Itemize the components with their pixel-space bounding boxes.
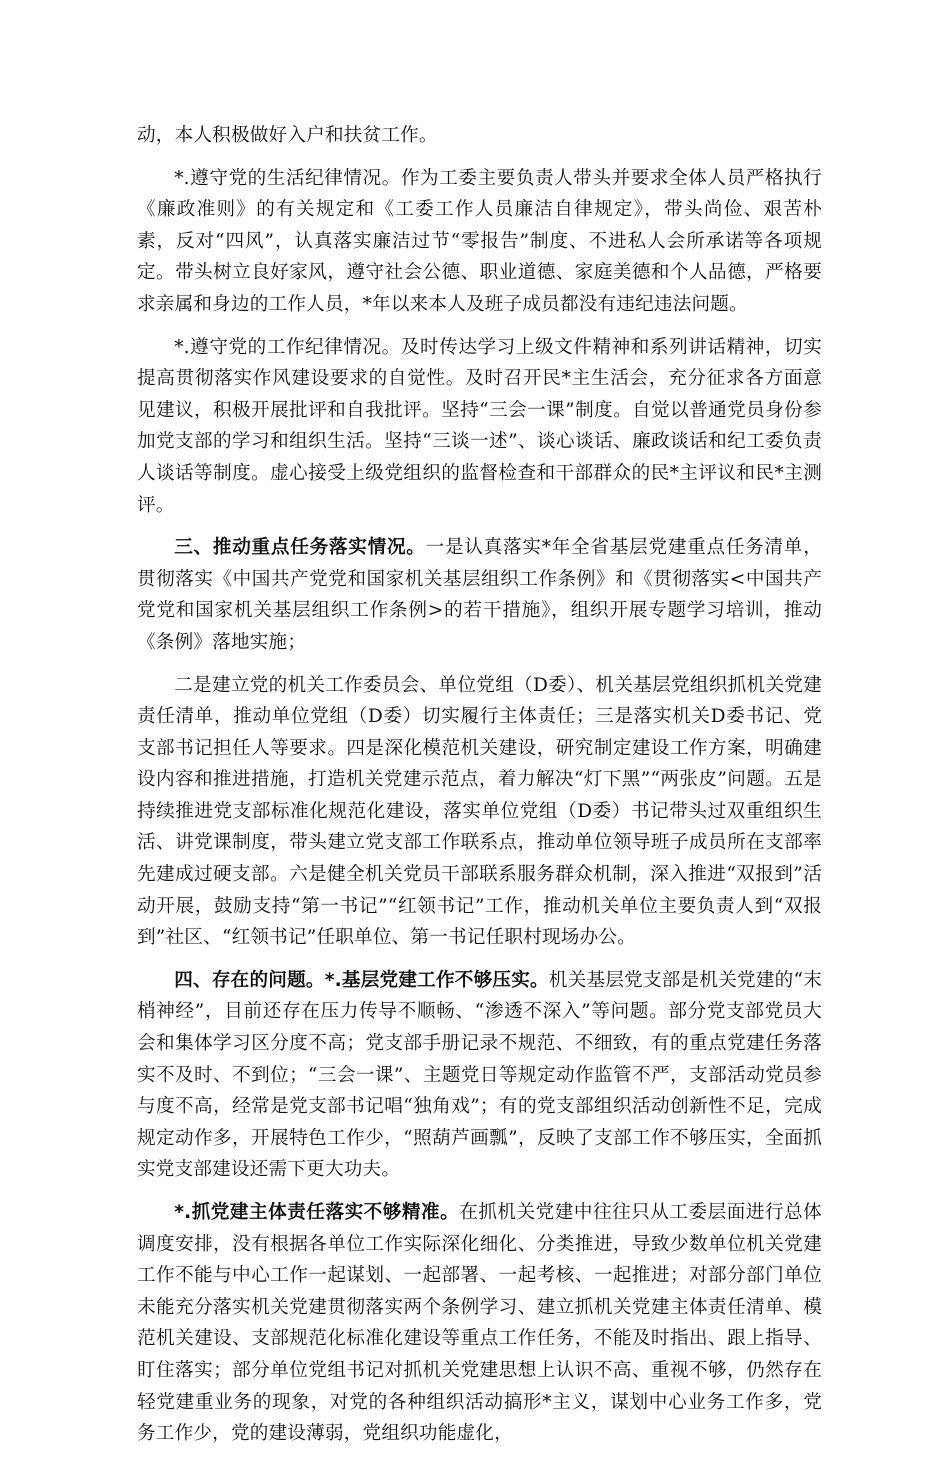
section-heading-3: 三、推动重点任务落实情况。 bbox=[174, 537, 426, 559]
paragraph-4-text: 一是认真落实*年全省基层党建重点任务清单，贯彻落实《中国共产党党和国家机关基层组织工作条例》和《贯彻落实<中国共产党党和国家机关基层组织工作条例>的若干措施》，组织开展专题学习培训，推动《条例》落地实施； bbox=[137, 537, 823, 653]
paragraph-7 bbox=[137, 1197, 822, 1450]
paragraph-6 bbox=[137, 965, 822, 1186]
paragraph-7-text: 在抓机关党建中往往只从工委层面进行总体调度安排，没有根据各单位工作实际深化细化、分类推进，导致少数单位机关党建工作不能与中心工作一起谋划、一起部署、一起考核、一起推进；对部分部门单位未能充分落实机关党建贯彻落实两个条例学习、建立抓机关党建主体责任清单、模范机关建设、支部规范化标准化建设等重点工作任务，不能及时指出、跟上指导、盯住落实；部分单位党组书记对抓机关党建思想上认识不高、重视不够，仍然存在轻党建重业务的现象，对党的各种组织活动搞形*主义，谋划中心业务工作多，党务工作少，党的建设薄弱，党组织功能虚化， bbox=[137, 1202, 822, 1445]
paragraph-2 bbox=[137, 163, 822, 321]
paragraph-2-text: *.遵守党的生活纪律情况。作为工委主要负责人带头并要求全体人员严格执行《廉政准则》的有关规定和《工委工作人员廉洁自律规定》，带头尚俭、艰苦朴素，反对“四风”，认真落实廉洁过节“零报告”制度、不进私人会所承诺等各项规定。带头树立良好家风，遵守社会公德、职业道德、家庭美德和个人品德，严格要求亲属和身边的工作人员，*年以来本人及班子成员都没有违纪违法问题。 bbox=[137, 167, 822, 315]
paragraph-1-text: 动，本人积极做好入户和扶贫工作。 bbox=[137, 125, 438, 146]
paragraph-5-text: 二是建立党的机关工作委员会、单位党组（D委）、机关基层党组织抓机关党建责任清单，推动单位党组（D委）切实履行主体责任；三是落实机关D委书记、党支部书记担任人等要求。四是深化模范机关建设，研究制定建设工作方案，明确建设内容和推进措施，打造机关党建示范点，着力解决“灯下黑”“两张皮”问题。五是持续推进党支部标准化规范化建设，落实单位党组（D委）书记带头过双重组织生活、讲党课制度，带头建立党支部工作联系点，推动单位领导班子成员所在支部率先建成过硬支部。六是健全机关党员干部联系服务群众机制，深入推进“双报到”活动开展，鼓励支持“第一书记”“红领书记”工作，推动机关单位主要负责人到“双报到”社区、“红领书记”任职单位、第一书记任职村现场办公。 bbox=[137, 674, 822, 949]
paragraph-5 bbox=[137, 670, 822, 954]
document-page bbox=[137, 120, 822, 1461]
paragraph-6-text: 机关基层党支部是机关党建的“末梢神经”，目前还存在压力传导不顺畅、“渗透不深入”等问题。部分党支部党员大会和集体学习区分度不高；党支部手册记录不规范、不细致，有的重点党建任务落实不及时、不到位；“三会一课”、主题党日等规定动作监管不严，支部活动党员参与度不高，经常是党支部书记唱“独角戏”；有的党支部组织活动创新性不足，完成规定动作多，开展特色工作少，“照葫芦画瓢”，反映了支部工作不够压实，全面抓实党支部建设还需下更大功夫。 bbox=[137, 969, 822, 1181]
paragraph-4 bbox=[137, 532, 822, 658]
paragraph-3-text: *.遵守党的工作纪律情况。及时传达学习上级文件精神和系列讲话精神，切实提高贯彻落实作风建设要求的自觉性。及时召开民*主生活会，充分征求各方面意见建议，积极开展批评和自我批评。坚持“三会一课”制度。自觉以普通党员身份参加党支部的学习和组织生活。坚持“三谈一述”、谈心谈话、廉政谈话和纪工委负责人谈话等制度。虚心接受上级党组织的监督检查和干部群众的民*主评议和民*主测评。 bbox=[137, 336, 822, 516]
subsection-heading-2: *.抓党建主体责任落实不够精准。 bbox=[174, 1202, 460, 1223]
paragraph-3 bbox=[137, 332, 822, 522]
section-heading-4: 四、存在的问题。*.基层党建工作不够压实。 bbox=[174, 969, 549, 991]
paragraph-1 bbox=[137, 120, 822, 152]
